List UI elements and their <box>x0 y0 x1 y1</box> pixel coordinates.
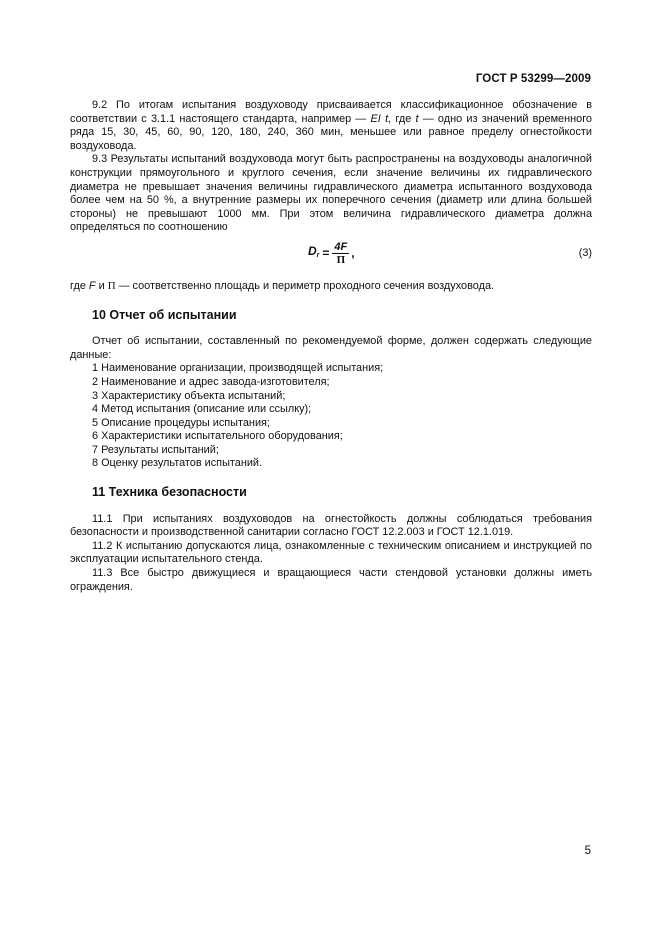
list-item: 2 Наименование и адрес завода-изготовителя; <box>92 375 330 388</box>
formula-explanation-b: и <box>95 279 108 292</box>
formula-lhs-subscript: r <box>316 252 320 260</box>
formula-row <box>70 239 592 277</box>
paragraph-9-3: 9.3 Результаты испытаний воздуховода могут быть распространены на воздуховоды аналогичной конструкции прямоугольного и круглого сечения, если значение величины их гидравлического диаметра не превышает значения величины гидравлического диаметра испытанного воздуховода более чем на 50 %, а внутренние размеры их поперечного сечения (диаметр или длина большей стороны) не превышают 1000 мм. При этом величина гидравлического диаметра должна определяться по соотношению <box>70 153 592 234</box>
formula-numerator: 4F <box>334 240 348 253</box>
formula-number: (3) <box>578 246 592 259</box>
page-number: 5 <box>584 845 591 857</box>
paragraph-9-2-text-c: — одно из значений временного ряда 15, 30, 45, 60, 90, 120, 180, 240, 360 мин, меньшее или равное пределу огнестойкости воздуховода. <box>70 112 592 152</box>
formula-explanation <box>70 280 592 294</box>
document-header: ГОСТ Р 53299—2009 <box>475 73 591 85</box>
formula-comma: , <box>351 246 355 261</box>
section-11-title: 11 Техника безопасности <box>92 485 247 500</box>
list-item: 4 Метод испытания (описание или ссылку); <box>92 403 312 416</box>
paragraph-9-2-text-a: 9.2 По итогам испытания воздуховоду присваивается классификационное обозначение в соответствии с 3.1.1 настоящего стандарта, например — <box>70 99 592 125</box>
paragraph-9-2 <box>70 99 592 153</box>
variable-t: t <box>415 112 419 125</box>
section-10-intro: Отчет об испытании, составленный по рекомендуемой форме, должен содержать следующие данные: <box>70 335 592 361</box>
variable-perimeter: П <box>107 279 116 292</box>
list-item: 1 Наименование организации, производящей испытания; <box>92 362 384 375</box>
list-item: 5 Описание процедуры испытания; <box>92 416 270 429</box>
section-10-title: 10 Отчет об испытании <box>92 307 237 322</box>
variable-f: F <box>88 279 96 292</box>
hydraulic-diameter-formula <box>308 241 355 267</box>
report-contents-list <box>70 362 592 471</box>
formula-explanation-a: где <box>70 279 89 292</box>
paragraph-11-2: 11.2 К испытанию допускаются лица, ознакомленные с техническим описанием и инструкцией по эксплуатации испытательного стенда. <box>70 539 592 566</box>
formula-explanation-c: — соответственно площадь и периметр проходного сечения воздуховода. <box>115 279 495 292</box>
formula-lhs <box>308 245 319 263</box>
paragraph-9-2-text-b: , где <box>388 112 416 125</box>
paragraph-11-3: 11.3 Все быстро движущиеся и вращающиеся части стендовой установки должны иметь ограждения. <box>70 567 592 593</box>
formula-lhs-symbol: D <box>308 244 317 259</box>
formula-equals: = <box>322 246 330 261</box>
classification-code: EI t <box>370 112 389 125</box>
list-item: 6 Характеристики испытательного оборудования; <box>92 430 343 443</box>
formula-denominator: П <box>336 254 346 267</box>
list-item: 3 Характеристику объекта испытаний; <box>92 389 286 402</box>
list-item: 7 Результаты испытаний; <box>92 443 219 456</box>
document-body <box>70 99 592 594</box>
list-item: 8 Оценку результатов испытаний. <box>92 457 263 470</box>
paragraph-11-1: 11.1 При испытаниях воздуховодов на огнестойкость должны соблюдаться требования безопасности и производственной санитарии согласно ГОСТ 12.2.003 и ГОСТ 12.1.019. <box>70 512 592 539</box>
formula-fraction <box>332 241 349 267</box>
